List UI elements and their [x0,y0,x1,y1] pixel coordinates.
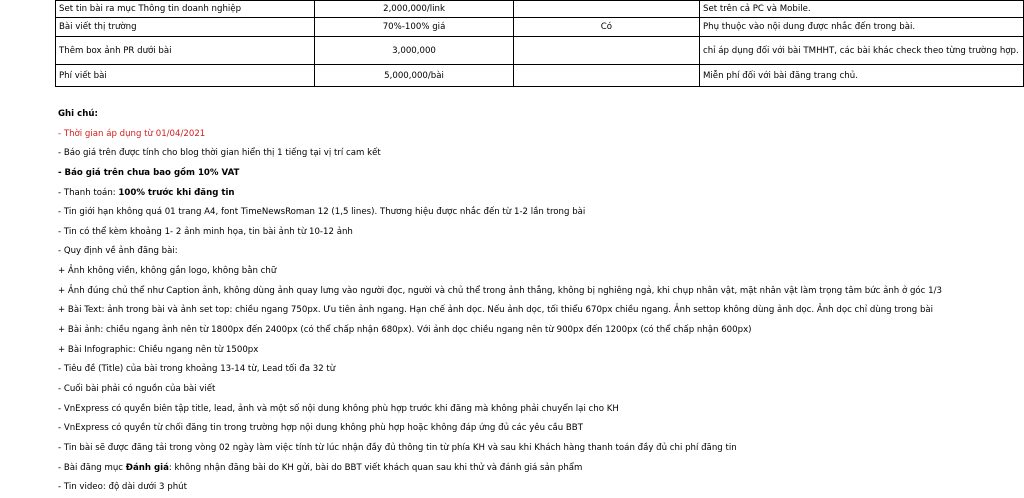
note-review-prefix: - Bài đăng mục [58,462,126,473]
table-cell-item: Bài viết thị trường [56,18,315,37]
note-image-rules: - Quy định về ảnh đăng bài: [58,246,178,257]
note-images-count: - Tin có thể kèm khoảng 1- 2 ảnh minh họa, tin bài ảnh từ 10-12 ảnh [58,226,353,237]
note-payment-terms: 100% trước khi đăng tin [118,187,235,198]
table-cell-item: Thêm box ảnh PR dưới bài [56,37,315,65]
note-text-post: + Bài Text: ảnh trong bài và ảnh set top: chiều ngang 750px. Ưu tiên ảnh ngang. Hạn chế ảnh dọc. Nếu ảnh dọc, tối thiểu 670px chiều ngang. Ảnh settop không dùng ảnh dọc. Ảnh dọc chỉ dùng trong bài [58,305,934,316]
note-source: - Cuối bài phải có nguồn của bài viết [58,383,216,394]
table-cell-item: Set tin bài ra mục Thông tin doanh nghiệp [56,1,315,18]
table-row [56,18,1024,37]
note-review-section: Đánh giá [125,462,169,473]
note-payment-label: - Thanh toán: [58,187,119,198]
table-cell-price: 3,000,000 [315,37,514,65]
table-row [56,65,1024,87]
note-vat: - Báo giá trên chưa bao gồm 10% VAT [58,167,240,178]
note-infographic: + Bài Infographic: Chiều ngang nên từ 1500px [58,344,259,355]
table-cell-option: Có [513,18,699,37]
note-length-limit: - Tin giới hạn không quá 01 trang A4, font TimeNewsRoman 12 (1,5 lines). Thương hiệu được nhắc đến từ 1-2 lần trong bài [58,207,586,218]
note-video: - Tin video: độ dài dưới 3 phút [58,482,187,493]
table-cell-note: Phụ thuộc vào nội dung được nhắc đến trong bài. [700,18,1024,37]
notes-list [58,105,942,498]
table-cell-note: Set trên cả PC và Mobile. [700,1,1024,18]
table-cell-note: Miễn phí đối với bài đăng trang chủ. [700,65,1024,87]
table-cell-item: Phí viết bài [56,65,315,87]
table-cell-price: 70%-100% giá [315,18,514,37]
table-cell-price: 5,000,000/bài [315,65,514,87]
pricing-table [55,0,1024,87]
note-no-border: + Ảnh không viền, không gắn logo, không bằn chữ [58,266,277,277]
note-refuse-rights: - VnExpress có quyền từ chối đăng tin trong trường hợp nội dung không phù hợp hoặc không đáp ứng đủ các yêu cầu BBT [58,423,583,434]
note-photo-post: + Bài ảnh: chiều ngang ảnh nên từ 1800px đến 2400px (có thể chấp nhận 680px). Với ảnh dọc chiều ngang nên từ 900px đến 1200px (có thể chấp nhận 600px) [58,325,752,336]
notes-heading: Ghi chú: [58,109,98,119]
note-review [58,459,942,479]
table-row [56,1,1024,18]
note-edit-rights: - VnExpress có quyền biên tập title, lead, ảnh và một số nội dung không phù hợp trước khi đăng mà không phải chuyển lại cho KH [58,403,619,414]
note-posting-time: - Tin bài sẽ được đăng tải trong vòng 02 ngày làm việc tính từ lúc nhận đầy đủ thông tin từ phía KH và sau khi Khách hàng thanh toán đầy đủ chi phí đăng tin [58,442,737,453]
note-payment [58,184,942,204]
table-cell-note: chỉ áp dụng đối với bài TMHHT, các bài khác check theo từng trường hợp. [700,37,1024,65]
table-cell-option [513,1,699,18]
table-row [56,37,1024,65]
table-cell-option [513,65,699,87]
note-blog-time: - Báo giá trên được tính cho blog thời gian hiển thị 1 tiếng tại vị trí cam kết [58,148,381,159]
note-title-lead: - Tiêu đề (Title) của bài trong khoảng 13-14 từ, Lead tối đa 32 từ [58,364,336,375]
table-cell-price: 2,000,000/link [315,1,514,18]
table-cell-option [513,37,699,65]
note-caption-rule: + Ảnh đúng chủ thể như Caption ảnh, không dùng ảnh quay lưng vào người đọc, người và chủ thể trong ảnh thẳng, không bị nghiêng ngả, khi chụp nhân vật, mặt nhân vật làm trọng tâm bức ảnh ở góc 1/3 [58,285,942,296]
note-effective-date: - Thời gian áp dụng từ 01/04/2021 [58,128,206,139]
note-review-suffix: : không nhận đăng bài do KH gửi, bài do BBT viết khách quan sau khi thử và đánh giá sản phẩm [168,462,583,473]
